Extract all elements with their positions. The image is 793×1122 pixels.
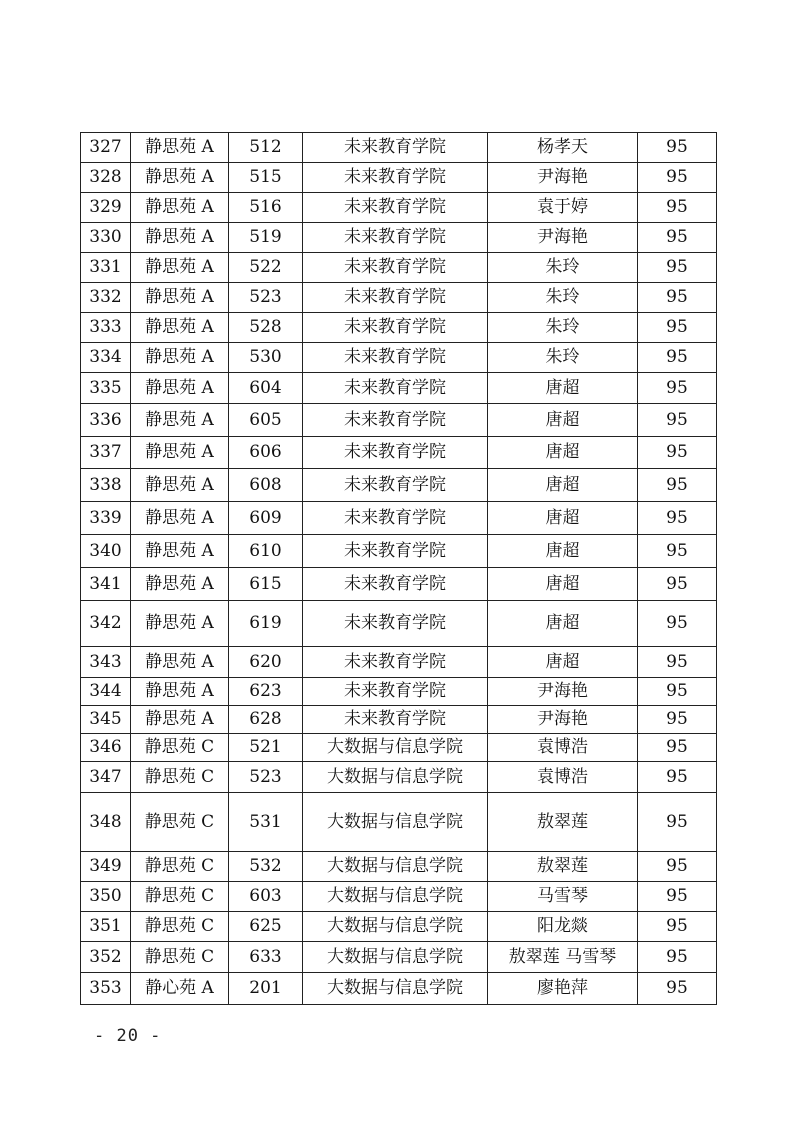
cell-teacher: 唐超: [488, 647, 638, 678]
table-row: [81, 647, 717, 678]
cell-building: 静思苑 A: [131, 253, 229, 283]
table-row: [81, 706, 717, 734]
table-row: [81, 535, 717, 568]
cell-score: 95: [638, 253, 717, 283]
cell-number: 329: [81, 193, 131, 223]
cell-number: 327: [81, 133, 131, 163]
cell-building: 静思苑 A: [131, 373, 229, 404]
cell-score: 95: [638, 133, 717, 163]
table-row: [81, 223, 717, 253]
cell-room: 619: [229, 601, 303, 647]
cell-number: 339: [81, 502, 131, 535]
cell-college: 未来教育学院: [303, 313, 488, 343]
cell-room: 521: [229, 734, 303, 762]
cell-room: 615: [229, 568, 303, 601]
cell-building: 静思苑 A: [131, 283, 229, 313]
cell-score: 95: [638, 734, 717, 762]
cell-number: 330: [81, 223, 131, 253]
cell-number: 350: [81, 882, 131, 912]
table-row: [81, 762, 717, 793]
cell-teacher: 唐超: [488, 568, 638, 601]
cell-room: 515: [229, 163, 303, 193]
cell-teacher: 朱玲: [488, 253, 638, 283]
cell-building: 静思苑 A: [131, 163, 229, 193]
cell-teacher: 敖翠莲 马雪琴: [488, 942, 638, 973]
cell-score: 95: [638, 568, 717, 601]
cell-number: 332: [81, 283, 131, 313]
cell-college: 未来教育学院: [303, 469, 488, 502]
table-row: [81, 912, 717, 942]
cell-college: 未来教育学院: [303, 253, 488, 283]
table-row: [81, 568, 717, 601]
table-row: [81, 283, 717, 313]
cell-teacher: 唐超: [488, 437, 638, 469]
cell-number: 331: [81, 253, 131, 283]
cell-teacher: 敖翠莲: [488, 852, 638, 882]
cell-score: 95: [638, 706, 717, 734]
cell-college: 大数据与信息学院: [303, 852, 488, 882]
cell-college: 未来教育学院: [303, 706, 488, 734]
table-row: [81, 852, 717, 882]
cell-building: 静思苑 A: [131, 568, 229, 601]
cell-number: 335: [81, 373, 131, 404]
cell-room: 625: [229, 912, 303, 942]
cell-score: 95: [638, 437, 717, 469]
cell-score: 95: [638, 852, 717, 882]
cell-number: 342: [81, 601, 131, 647]
cell-building: 静思苑 C: [131, 793, 229, 852]
cell-teacher: 唐超: [488, 469, 638, 502]
cell-building: 静思苑 C: [131, 912, 229, 942]
table-row: [81, 373, 717, 404]
cell-building: 静思苑 C: [131, 852, 229, 882]
cell-score: 95: [638, 793, 717, 852]
cell-building: 静心苑 A: [131, 973, 229, 1005]
cell-room: 608: [229, 469, 303, 502]
cell-college: 未来教育学院: [303, 535, 488, 568]
cell-building: 静思苑 C: [131, 942, 229, 973]
cell-building: 静思苑 A: [131, 223, 229, 253]
cell-college: 大数据与信息学院: [303, 882, 488, 912]
cell-number: 348: [81, 793, 131, 852]
table-row: [81, 678, 717, 706]
cell-score: 95: [638, 193, 717, 223]
cell-room: 522: [229, 253, 303, 283]
cell-number: 334: [81, 343, 131, 373]
cell-score: 95: [638, 942, 717, 973]
cell-college: 未来教育学院: [303, 437, 488, 469]
cell-score: 95: [638, 223, 717, 253]
cell-teacher: 朱玲: [488, 283, 638, 313]
cell-teacher: 袁博浩: [488, 734, 638, 762]
cell-score: 95: [638, 313, 717, 343]
cell-college: 大数据与信息学院: [303, 762, 488, 793]
table-row: [81, 469, 717, 502]
cell-college: 大数据与信息学院: [303, 793, 488, 852]
cell-building: 静思苑 C: [131, 762, 229, 793]
cell-score: 95: [638, 163, 717, 193]
table-row: [81, 163, 717, 193]
cell-score: 95: [638, 404, 717, 437]
cell-room: 620: [229, 647, 303, 678]
cell-room: 633: [229, 942, 303, 973]
cell-number: 344: [81, 678, 131, 706]
cell-college: 未来教育学院: [303, 647, 488, 678]
cell-number: 340: [81, 535, 131, 568]
cell-room: 201: [229, 973, 303, 1005]
cell-room: 603: [229, 882, 303, 912]
cell-number: 353: [81, 973, 131, 1005]
cell-number: 349: [81, 852, 131, 882]
cell-score: 95: [638, 283, 717, 313]
table-row: [81, 973, 717, 1005]
cell-teacher: 杨孝天: [488, 133, 638, 163]
table-row: [81, 502, 717, 535]
cell-building: 静思苑 A: [131, 343, 229, 373]
cell-number: 328: [81, 163, 131, 193]
cell-score: 95: [638, 469, 717, 502]
cell-teacher: 唐超: [488, 373, 638, 404]
cell-score: 95: [638, 973, 717, 1005]
cell-building: 静思苑 A: [131, 193, 229, 223]
cell-teacher: 马雪琴: [488, 882, 638, 912]
table-row: [81, 343, 717, 373]
cell-college: 未来教育学院: [303, 678, 488, 706]
cell-room: 512: [229, 133, 303, 163]
cell-room: 516: [229, 193, 303, 223]
cell-number: 352: [81, 942, 131, 973]
cell-teacher: 唐超: [488, 601, 638, 647]
table-row: [81, 313, 717, 343]
table-body: [81, 133, 717, 1005]
cell-teacher: 唐超: [488, 404, 638, 437]
cell-score: 95: [638, 678, 717, 706]
cell-room: 532: [229, 852, 303, 882]
cell-score: 95: [638, 912, 717, 942]
cell-teacher: 尹海艳: [488, 706, 638, 734]
cell-teacher: 尹海艳: [488, 678, 638, 706]
table-row: [81, 253, 717, 283]
cell-college: 未来教育学院: [303, 343, 488, 373]
cell-college: 大数据与信息学院: [303, 734, 488, 762]
cell-college: 大数据与信息学院: [303, 912, 488, 942]
cell-college: 未来教育学院: [303, 373, 488, 404]
cell-room: 519: [229, 223, 303, 253]
cell-score: 95: [638, 762, 717, 793]
cell-number: 338: [81, 469, 131, 502]
cell-number: 351: [81, 912, 131, 942]
table-row: [81, 734, 717, 762]
table-row: [81, 133, 717, 163]
cell-score: 95: [638, 647, 717, 678]
cell-room: 604: [229, 373, 303, 404]
cell-teacher: 尹海艳: [488, 163, 638, 193]
cell-teacher: 朱玲: [488, 313, 638, 343]
cell-college: 未来教育学院: [303, 568, 488, 601]
cell-room: 606: [229, 437, 303, 469]
table-row: [81, 404, 717, 437]
cell-room: 610: [229, 535, 303, 568]
cell-teacher: 唐超: [488, 535, 638, 568]
table-row: [81, 942, 717, 973]
table-row: [81, 193, 717, 223]
cell-number: 346: [81, 734, 131, 762]
cell-teacher: 尹海艳: [488, 223, 638, 253]
cell-teacher: 朱玲: [488, 343, 638, 373]
cell-teacher: 阳龙燚: [488, 912, 638, 942]
cell-score: 95: [638, 601, 717, 647]
cell-building: 静思苑 A: [131, 601, 229, 647]
table-row: [81, 601, 717, 647]
cell-teacher: 唐超: [488, 502, 638, 535]
cell-room: 528: [229, 313, 303, 343]
cell-building: 静思苑 A: [131, 133, 229, 163]
cell-college: 未来教育学院: [303, 404, 488, 437]
cell-building: 静思苑 A: [131, 502, 229, 535]
cell-score: 95: [638, 502, 717, 535]
cell-room: 523: [229, 283, 303, 313]
cell-room: 530: [229, 343, 303, 373]
cell-college: 未来教育学院: [303, 223, 488, 253]
cell-college: 未来教育学院: [303, 163, 488, 193]
cell-score: 95: [638, 535, 717, 568]
cell-building: 静思苑 A: [131, 535, 229, 568]
cell-college: 大数据与信息学院: [303, 942, 488, 973]
cell-score: 95: [638, 343, 717, 373]
cell-building: 静思苑 A: [131, 437, 229, 469]
cell-room: 605: [229, 404, 303, 437]
cell-room: 628: [229, 706, 303, 734]
cell-college: 未来教育学院: [303, 601, 488, 647]
page-number: - 20 -: [94, 1026, 162, 1046]
cell-college: 未来教育学院: [303, 193, 488, 223]
cell-building: 静思苑 C: [131, 734, 229, 762]
cell-number: 345: [81, 706, 131, 734]
cell-college: 未来教育学院: [303, 283, 488, 313]
cell-number: 333: [81, 313, 131, 343]
dormitory-score-table: [80, 132, 717, 1005]
cell-building: 静思苑 C: [131, 882, 229, 912]
cell-room: 623: [229, 678, 303, 706]
cell-college: 大数据与信息学院: [303, 973, 488, 1005]
cell-number: 337: [81, 437, 131, 469]
cell-score: 95: [638, 882, 717, 912]
table-row: [81, 882, 717, 912]
cell-building: 静思苑 A: [131, 469, 229, 502]
cell-score: 95: [638, 373, 717, 404]
table-row: [81, 793, 717, 852]
cell-room: 523: [229, 762, 303, 793]
cell-building: 静思苑 A: [131, 404, 229, 437]
cell-room: 609: [229, 502, 303, 535]
cell-building: 静思苑 A: [131, 706, 229, 734]
cell-number: 343: [81, 647, 131, 678]
cell-building: 静思苑 A: [131, 678, 229, 706]
cell-college: 未来教育学院: [303, 133, 488, 163]
cell-building: 静思苑 A: [131, 313, 229, 343]
cell-building: 静思苑 A: [131, 647, 229, 678]
cell-number: 336: [81, 404, 131, 437]
table-row: [81, 437, 717, 469]
cell-number: 341: [81, 568, 131, 601]
cell-teacher: 廖艳萍: [488, 973, 638, 1005]
cell-teacher: 袁于婷: [488, 193, 638, 223]
cell-room: 531: [229, 793, 303, 852]
cell-teacher: 敖翠莲: [488, 793, 638, 852]
cell-teacher: 袁博浩: [488, 762, 638, 793]
cell-number: 347: [81, 762, 131, 793]
cell-college: 未来教育学院: [303, 502, 488, 535]
